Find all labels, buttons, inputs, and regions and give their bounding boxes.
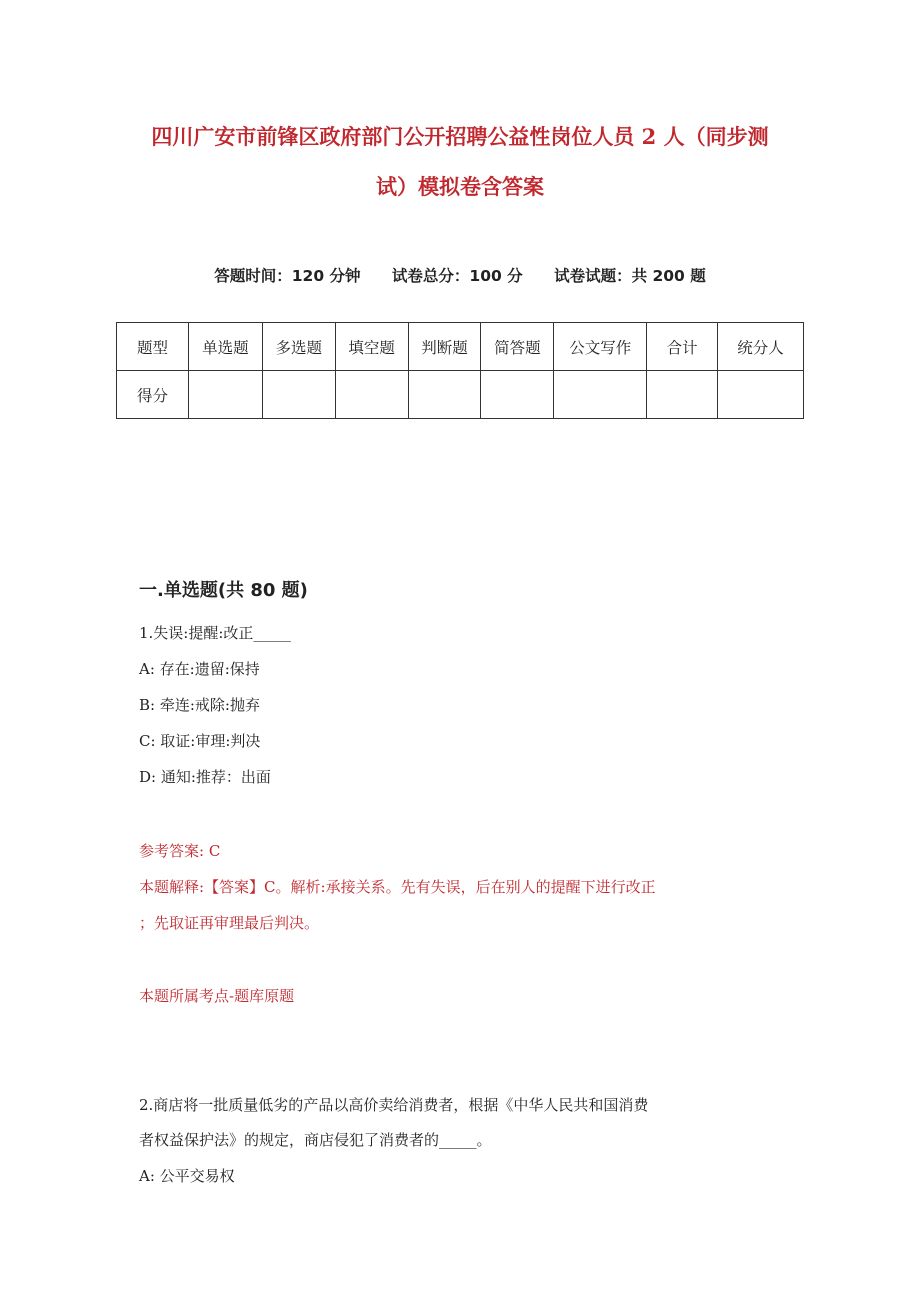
score-cell bbox=[262, 371, 335, 419]
header-cell-writing: 公文写作 bbox=[554, 323, 647, 371]
header-cell-sum: 合计 bbox=[647, 323, 718, 371]
score-cell bbox=[554, 371, 647, 419]
header-cell-fill: 填空题 bbox=[335, 323, 408, 371]
score-cell bbox=[188, 371, 262, 419]
q1-explanation-line-2: ；先取证再审理最后判决。 bbox=[139, 914, 320, 932]
header-cell-short: 简答题 bbox=[481, 323, 554, 371]
exam-total-score: 试卷总分：100 分 bbox=[391, 267, 523, 285]
title-line-2: 试）模拟卷含答案 bbox=[376, 174, 544, 199]
score-cell bbox=[718, 371, 804, 419]
q1-option-b: B: 牵连:戒除:抛弃 bbox=[139, 696, 260, 714]
exam-meta bbox=[0, 264, 920, 286]
q1-option-d: D: 通知:推荐：出面 bbox=[139, 768, 271, 786]
q2-option-a: A: 公平交易权 bbox=[139, 1167, 235, 1185]
title-line-1: 四川广安市前锋区政府部门公开招聘公益性岗位人员 2 人（同步测 bbox=[151, 124, 769, 149]
exam-question-count: 试卷试题：共 200 题 bbox=[554, 267, 706, 285]
q1-stem: 1.失误:提醒:改正_____ bbox=[139, 624, 291, 642]
score-row-label: 得分 bbox=[117, 371, 189, 419]
header-cell-judge: 判断题 bbox=[408, 323, 481, 371]
score-table-score-row bbox=[117, 371, 804, 419]
q1-option-c: C: 取证:审理:判决 bbox=[139, 732, 261, 750]
score-cell bbox=[335, 371, 408, 419]
score-cell bbox=[408, 371, 481, 419]
q2-stem-line-1: 2.商店将一批质量低劣的产品以高价卖给消费者，根据《中华人民共和国消费 bbox=[139, 1096, 649, 1114]
q1-explanation-line-1: 本题解释:【答案】C。解析:承接关系。先有失误，后在别人的提醒下进行改正 bbox=[139, 878, 656, 896]
q1-answer: 参考答案: C bbox=[139, 842, 221, 860]
document-title bbox=[120, 112, 800, 212]
q1-option-a: A: 存在:遗留:保持 bbox=[139, 660, 260, 678]
q2-stem-line-2: 者权益保护法》的规定，商店侵犯了消费者的_____。 bbox=[139, 1131, 492, 1149]
header-cell-multi: 多选题 bbox=[262, 323, 335, 371]
score-cell bbox=[647, 371, 718, 419]
header-cell-type: 题型 bbox=[117, 323, 189, 371]
score-table bbox=[116, 322, 804, 419]
section-title: 一.单选题(共 80 题) bbox=[139, 580, 308, 601]
q1-source: 本题所属考点-题库原题 bbox=[139, 987, 295, 1005]
score-table-header-row bbox=[117, 323, 804, 371]
header-cell-single: 单选题 bbox=[188, 323, 262, 371]
score-cell bbox=[481, 371, 554, 419]
exam-time: 答题时间：120 分钟 bbox=[214, 267, 361, 285]
header-cell-grader: 统分人 bbox=[718, 323, 804, 371]
